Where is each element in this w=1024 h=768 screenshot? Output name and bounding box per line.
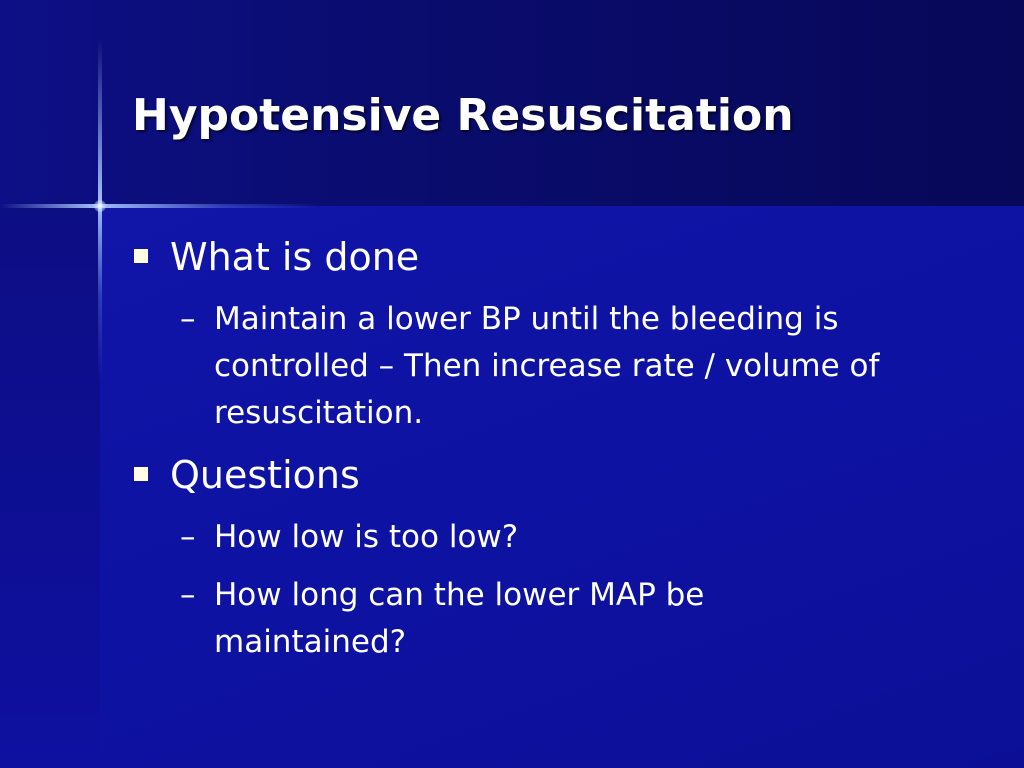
dash-bullet-icon: – bbox=[180, 519, 196, 555]
sparkle-icon bbox=[94, 200, 106, 212]
dash-bullet-icon: – bbox=[180, 577, 196, 613]
subitem-label: Maintain a lower BP until the bleeding is controlled – Then increase rate / volume of resuscitation. bbox=[214, 301, 880, 431]
dash-bullet-icon: – bbox=[180, 301, 196, 337]
slide-title: Hypotensive Resuscitation bbox=[132, 90, 794, 141]
subitem-maintain-lower-bp bbox=[180, 296, 934, 437]
horizontal-light-streak bbox=[0, 204, 320, 208]
square-bullet-icon bbox=[134, 467, 148, 481]
bullet-questions bbox=[134, 452, 360, 498]
subitem-how-long bbox=[180, 572, 814, 666]
bullet-label: What is done bbox=[170, 235, 420, 279]
subitem-how-low bbox=[180, 514, 934, 561]
bullet-what-is-done bbox=[134, 234, 419, 280]
subitem-label: How low is too low? bbox=[214, 519, 519, 555]
subitem-label: How long can the lower MAP be maintained? bbox=[214, 577, 705, 660]
bullet-label: Questions bbox=[170, 453, 360, 497]
square-bullet-icon bbox=[134, 249, 148, 263]
